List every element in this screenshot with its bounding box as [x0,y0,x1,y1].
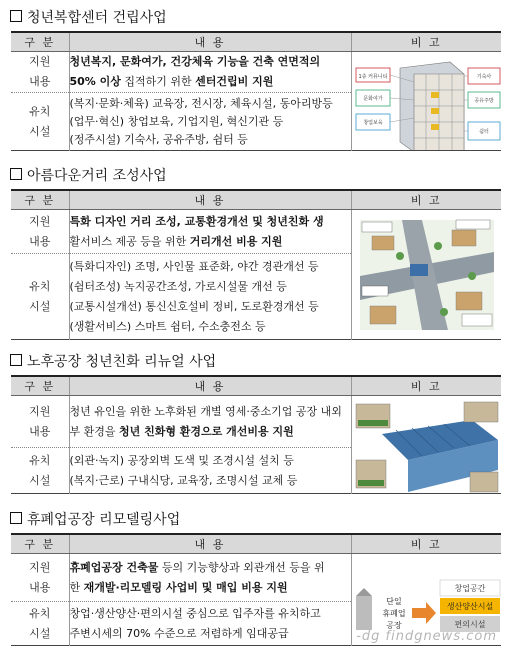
row-label-support: 지원 내용 [11,210,69,254]
section-title [10,510,180,530]
row-content-support [69,52,351,93]
content-line: 청년복지, 문화여가, 건강체육 기능을 건축 연면적의 [69,55,321,68]
header-content: 내 용 [69,32,351,52]
svg-text:공유주방: 공유주방 [473,98,494,104]
header-category: 구 분 [11,534,69,554]
checkbox-icon [10,354,22,366]
section-title-text: 노후공장 청년친화 리뉴얼 사업 [27,354,217,370]
factory-illustration [351,396,501,494]
svg-text:1층 커뮤니티: 1층 커뮤니티 [358,74,387,80]
row-label-facility: 유치 시설 [29,104,51,138]
content-line: 창업·생산양산·편의시설 중심으로 입주자를 유치하고 [69,606,321,620]
section-table [11,375,501,494]
content-line: (생활서비스) 스마트 쉼터, 수소충전소 등 [69,319,266,333]
row-label-facility: 유치 시설 [29,279,51,313]
svg-text:생산양산시설: 생산양산시설 [446,602,493,611]
content-line: 50% 이상 집적하기 위한 센터건립비 지원 [69,75,274,88]
header-content: 내 용 [69,376,351,396]
header-category: 구 분 [11,190,69,210]
street-illustration [351,210,501,340]
section-title [10,166,167,186]
row-label-facility: 유치 시설 [29,606,51,640]
building-illustration [351,52,501,151]
section-title-text: 아름다운거리 조성사업 [27,168,167,184]
header-remark: 비 고 [351,32,501,52]
content-line: 특화 디자인 거리 조성, 교통환경개선 및 청년친화 생 [69,214,324,228]
row-content-support [69,396,351,448]
svg-text:단일: 단일 [385,597,402,606]
svg-text:창업보육: 창업보육 [362,120,383,126]
svg-text:공장: 공장 [385,621,402,630]
section-title [10,352,216,372]
svg-text:휴폐업: 휴폐업 [381,609,406,618]
row-content-facility [69,602,351,646]
content-line: (업무·혁신) 창업보육, 기업지원, 혁신기관 등 [69,114,284,128]
content-line: (교통시설개선) 통신신호설비 정비, 도로환경개선 등 [69,299,319,313]
content-line: 활서비스 제공 등을 위한 거리개선 비용 지원 [69,234,283,248]
header-category: 구 분 [11,376,69,396]
row-content-facility [69,448,351,494]
svg-text:쉼터: 쉼터 [478,129,489,135]
section-title-text: 휴폐업공장 리모델링사업 [27,512,181,528]
header-category: 구 분 [11,32,69,52]
svg-text:편의시설: 편의시설 [454,620,485,629]
svg-text:문화여가: 문화여가 [362,96,383,102]
section-table [11,31,501,151]
checkbox-icon [10,10,22,22]
row-content-facility [69,254,351,340]
section-table [11,189,501,340]
content-line: 휴폐업공장 건축물 등의 기능향상과 외관개선 등을 위 [69,560,325,574]
header-remark: 비 고 [351,534,501,554]
svg-text:창업공간: 창업공간 [454,584,485,593]
content-line: 한 재개발·리모델링 사업비 및 매입 비용 지원 [69,580,288,594]
section-title [10,8,167,28]
content-line: 부 환경을 청년 친화형 환경으로 개선비용 지원 [69,424,294,438]
row-content-support [69,554,351,602]
checkbox-icon [10,512,22,524]
row-content-support [69,210,351,254]
content-line: (복지·근로) 구내식당, 교육장, 조명시설 교체 등 [69,473,298,487]
row-label-facility: 유치 시설 [29,453,51,487]
header-remark: 비 고 [351,190,501,210]
header-remark: 비 고 [351,376,501,396]
content-line: (특화디자인) 조명, 사인물 표준화, 야간 경관개선 등 [69,259,319,273]
content-line: 청년 유인을 위한 노후화된 개별 영세·중소기업 공장 내외 [69,404,342,418]
row-label-support: 지원 내용 [11,52,69,93]
row-label-support: 지원 내용 [11,396,69,448]
watermark: -dg findgnews.com [356,629,497,644]
row-content-facility [69,93,351,151]
content-line: (외관·녹지) 공장외벽 도색 및 조경시설 설치 등 [69,453,294,467]
row-label-support: 지원 내용 [11,554,69,602]
section-title-text: 청년복합센터 건립사업 [27,10,167,26]
content-line: (복지·문화·체육) 교육장, 전시장, 체육시설, 동아리방등 [69,96,333,110]
svg-text:기숙사: 기숙사 [476,74,491,80]
header-content: 내 용 [69,534,351,554]
content-line: 주변시세의 70% 수준으로 저렴하게 임대공급 [69,626,289,640]
content-line: (쉼터조성) 녹지공간조성, 가로시설물 개선 등 [69,279,287,293]
checkbox-icon [10,168,22,180]
content-line: (정주시설) 기숙사, 공유주방, 쉼터 등 [69,132,248,146]
header-content: 내 용 [69,190,351,210]
